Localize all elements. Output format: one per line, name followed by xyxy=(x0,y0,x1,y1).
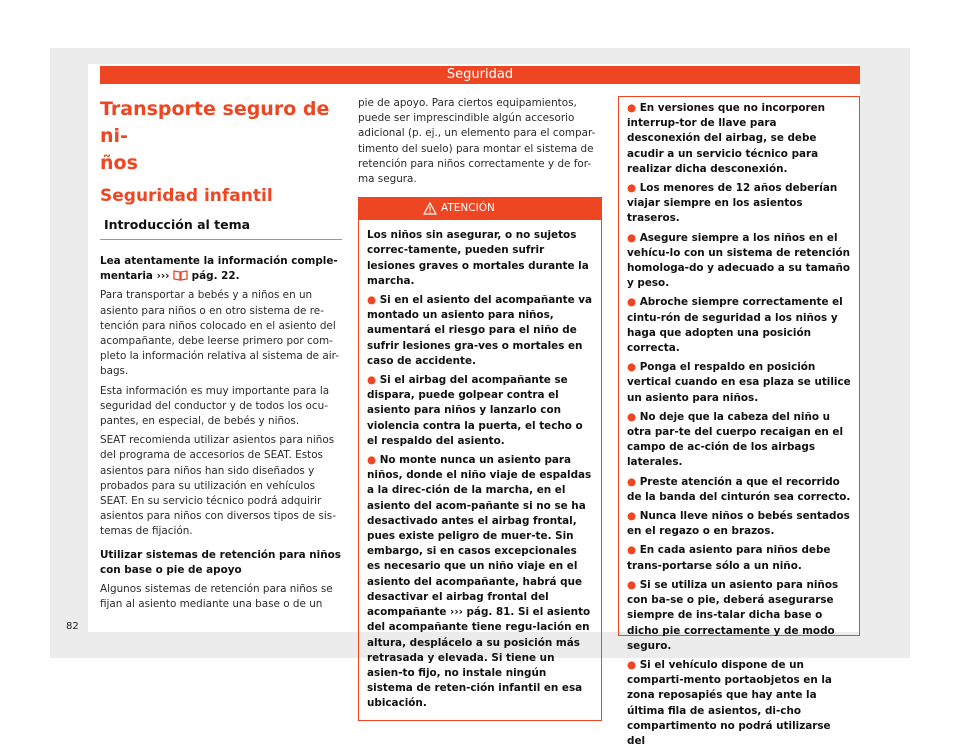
section-heading: Introducción al tema xyxy=(100,215,342,240)
list-item-text: Si el vehículo dispone de un comparti-mento portaobjetos en la zona reposapiés que hay ante la última fila de asientos, di-cho compartimento no podrá utilizarse del xyxy=(627,658,832,747)
page-title-line-1: Transporte seguro de ni- xyxy=(100,98,330,147)
list-item-text: Si se utiliza un asiento para niños con ba-se o pie, deberá asegurarse siempre de ins-talar dicha base o dicho pie correctamente y de modo seguro. xyxy=(627,578,839,652)
list-item xyxy=(627,578,851,654)
book-icon xyxy=(173,270,188,281)
warning-intro: Los niños sin asegurar, o no sujetos correc-tamente, pueden sufrir lesiones graves o mortales durante la marcha. xyxy=(367,229,589,287)
list-item xyxy=(627,543,851,573)
paragraph-4: Algunos sistemas de retención para niños se fijan al asiento mediante una base o de un xyxy=(100,583,333,611)
bullet-dot-icon: ● xyxy=(627,475,640,488)
list-item xyxy=(627,360,851,406)
bullet-dot-icon: ● xyxy=(627,510,640,523)
list-item-text: Preste atención a que el recorrido de la banda del cinturón sea correcto. xyxy=(627,475,851,503)
subtitle: Seguridad infantil xyxy=(100,186,273,206)
list-item-text: Asegure siempre a los niños en el vehícu-lo con un sistema de retención homologa-do y adecuado a su tamaño y peso. xyxy=(627,231,851,290)
bullet-dot-icon: ● xyxy=(627,296,640,309)
lead-paragraph xyxy=(100,254,342,284)
bullet-dot-icon: ● xyxy=(627,410,640,423)
page-title-line-2: ños xyxy=(100,152,138,174)
bullet-dot-icon: ● xyxy=(627,544,640,557)
page-reference-link[interactable]: pág. 22 xyxy=(188,270,236,283)
warning-triangle-icon xyxy=(423,202,437,215)
warning-continued-box xyxy=(618,96,860,747)
bullet-dot-icon: ● xyxy=(627,658,640,671)
bullet-dot-icon: ● xyxy=(367,374,380,387)
page-number: 82 xyxy=(66,621,79,632)
section-header xyxy=(100,66,860,84)
list-item xyxy=(627,509,851,539)
list-item xyxy=(627,295,851,356)
paragraph-1: Para transportar a bebés y a niños en un asiento para niños o en otro sistema de re-tención para niños colocado en el asiento del acompañante, debe leerse primero por com-pleto la información relativa al sistema de air-bags. xyxy=(100,289,339,378)
bullet-dot-icon: ● xyxy=(627,182,640,195)
list-item-text: Los menores de 12 años deberían viajar siempre en los asientos traseros. xyxy=(627,182,838,225)
warning-bullet-text: No monte nunca un asiento para niños, donde el niño viaje de espaldas a la direc-ción de la marcha, en el asiento del acom-pañante si no se ha desactivado antes el airbag frontal, pues existe peligro de muer-te. Sin embargo, si en casos excepcionales es necesario que un niño viaje en el asiento del acompañante, habrá que desactivar el airbag frontal del acompañante xyxy=(367,454,592,619)
warning-header xyxy=(359,198,601,220)
lead-text-2: mentaria xyxy=(100,270,157,283)
warning-bullet-text: Si el airbag del acompañante se dispara, puede golpear contra el asiento para niños y lanzarlo con violencia contra la puerta, el techo o el respaldo del asiento. xyxy=(367,374,583,447)
column-middle xyxy=(358,96,602,721)
column-right xyxy=(618,96,860,747)
bullet-dot-icon: ● xyxy=(627,361,640,374)
paragraph-3: SEAT recomienda utilizar asientos para niños del programa de accesorios de SEAT. Estos asientos para niños han sido diseñados y probados para su utilización en vehículos SEAT. En su servicio técnico podrá adquirir asientos para niños con diversos tipos de sis-temas de fijación. xyxy=(100,434,336,538)
list-item xyxy=(627,181,851,227)
lead-end: . xyxy=(235,270,240,283)
list-item xyxy=(627,231,851,292)
list-item xyxy=(627,658,851,749)
warning-title: ATENCIÓN xyxy=(441,202,495,215)
section-title: Seguridad xyxy=(446,67,514,82)
subheading: Utilizar sistemas de retención para niños con base o pie de apoyo xyxy=(100,548,341,576)
list-item-text: No deje que la cabeza del niño u otra par-te del cuerpo recaigan en el campo de ac-ción de los airbags laterales. xyxy=(627,410,844,469)
bullet-dot-icon: ● xyxy=(367,454,380,467)
list-item xyxy=(627,475,851,505)
warning-bullet-tail: . Si el asiento del acompañante tiene regu-lación en altura, desplácelo a su posición más retrasada y elevada. Si tiene un asien-to fijo, no instale ningún sistema de reten-ción infantil en esa ubicación. xyxy=(367,606,591,710)
warning-body xyxy=(359,220,601,719)
bullet-dot-icon: ● xyxy=(627,231,640,244)
bullet-dot-icon: ● xyxy=(627,578,640,591)
warning-bullet-text: Si en el asiento del acompañante va montado un asiento para niños, aumentará el riesgo para el niño de sufrir lesiones gra-ves o mortales en caso de accidente. xyxy=(367,294,593,367)
warning-bullet xyxy=(367,293,593,369)
list-item-text: Nunca lleve niños o bebés sentados en el regazo o en brazos. xyxy=(627,510,850,538)
list-item-text: Ponga el respaldo en posición vertical cuando en esa plaza se utilice un asiento para niños. xyxy=(627,361,851,404)
column-left xyxy=(100,96,342,612)
page-title xyxy=(100,96,342,177)
list-item-text: En versiones que no incorporen interrup-tor de llave para desconexión del airbag, se debe acudir a un servicio técnico para realizar dicha desconexión. xyxy=(627,102,826,175)
page-reference-link[interactable]: ››› pág. 81 xyxy=(450,606,511,619)
list-item-text: Abroche siempre correctamente el cintu-rón de seguridad a los niños y haga que adopten una posición correcta. xyxy=(627,296,843,355)
bullet-dot-icon: ● xyxy=(367,294,380,307)
paragraph-continued: pie de apoyo. Para ciertos equipamientos, puede ser imprescindible algún accesorio adicional (p. ej., un elemento para el compar-timento del suelo) para montar el sistema de retención para niños correctamente y de for-ma segura. xyxy=(358,97,596,186)
paragraph-2: Esta información es muy importante para la seguridad del conductor y de todos los ocu-pantes, en especial, de bebés y niños. xyxy=(100,384,330,428)
reference-arrows: ››› xyxy=(156,270,170,283)
warning-box xyxy=(358,197,602,720)
warning-bullet xyxy=(367,373,593,449)
list-item-text: En cada asiento para niños debe trans-portarse sólo a un niño. xyxy=(627,544,831,572)
list-item xyxy=(627,410,851,471)
warning-bullet xyxy=(367,453,593,711)
lead-text-1: Lea atentamente la información comple- xyxy=(100,255,338,267)
list-item xyxy=(627,101,851,177)
bullet-dot-icon: ● xyxy=(627,102,640,114)
